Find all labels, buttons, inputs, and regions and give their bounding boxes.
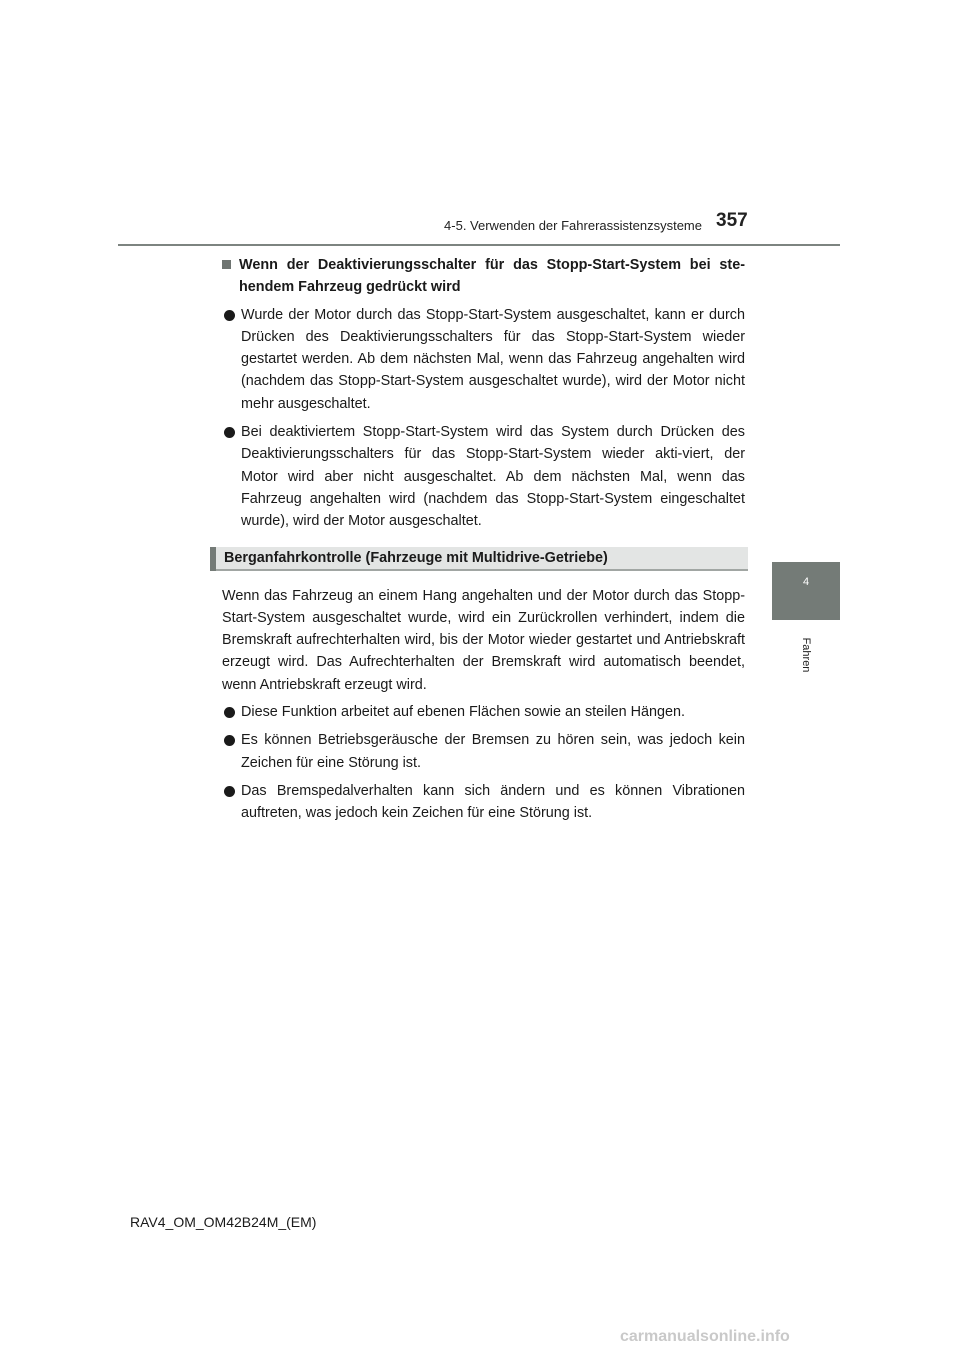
list-item (222, 701, 745, 723)
section-title: Berganfahrkontrolle (Fahrzeuge mit Multidrive-Getriebe) (224, 549, 608, 566)
chapter-label-text: Fahren (800, 637, 812, 673)
chapter-tab (772, 562, 840, 620)
bullet-dot-icon (224, 735, 235, 746)
watermark: carmanualsonline.info (620, 1328, 790, 1345)
header-section-title: 4-5. Verwenden der Fahrerassistenzsysteme (444, 218, 702, 233)
document-code: RAV4_OM_OM42B24M_(EM) (130, 1214, 317, 1230)
bullet-dot-icon (224, 786, 235, 797)
list-item-text: Das Bremspedalverhalten kann sich ändern und es können Vibrationen auftreten, was jedoch kein Zeichen für eine Störung ist. (241, 782, 745, 822)
chapter-tab-number: 4 (802, 576, 810, 588)
subsection-heading-text: Wenn der Deaktivierungsschalter für das Stopp-Start-System bei ste-hendem Fahrzeug gedrückt wird (239, 257, 745, 296)
list-item (222, 421, 745, 532)
chapter-label (796, 630, 816, 680)
square-bullet-icon (222, 260, 231, 269)
list-item (222, 780, 745, 825)
list-item-text: Bei deaktiviertem Stopp-Start-System wird das System durch Drücken des Deaktivierungsschalters für das Stopp-Start-System wieder akti-viert, der Motor wird aber nicht ausgeschaltet. Ab dem nächsten Mal, wenn das Fahrzeug angehalten wird (nachdem das Stopp-Start-System eingeschaltet wurde), wird der Motor ausgeschaltet. (241, 424, 745, 530)
body-paragraph: Wenn das Fahrzeug an einem Hang angehalten und der Motor durch das Stopp-Start-System ausgeschaltet wurde, wird ein Zurückrollen verhindert, indem die Bremskraft aufrechterhalten wird, bis der Motor wieder gestartet und Antriebskraft erzeugt wird. Das Aufrechterhalten der Bremskraft wird automatisch beendet, wenn Antriebskraft erzeugt wird. (222, 587, 745, 693)
bullet-dot-icon (224, 310, 235, 321)
page-number: 357 (716, 210, 748, 231)
list-item (222, 729, 745, 774)
bullet-dot-icon (224, 427, 235, 438)
header-divider (118, 244, 840, 246)
section-title-bar (210, 547, 748, 571)
list-item (222, 304, 745, 415)
bullet-dot-icon (224, 707, 235, 718)
subsection-heading (222, 254, 745, 299)
page-content (222, 254, 745, 831)
list-item-text: Wurde der Motor durch das Stopp-Start-System ausgeschaltet, kann er durch Drücken des Deaktivierungsschalters für das Stopp-Start-System wieder gestartet werden. Ab dem nächsten Mal, wenn das Fahrzeug angehalten wird (nachdem das Stopp-Start-System ausgeschaltet wurde), wird der Motor nicht mehr ausgeschaltet. (241, 306, 745, 412)
list-item-text: Diese Funktion arbeitet auf ebenen Flächen sowie an steilen Hängen. (241, 704, 685, 721)
list-item-text: Es können Betriebsgeräusche der Bremsen zu hören sein, was jedoch kein Zeichen für eine Störung ist. (241, 732, 745, 771)
